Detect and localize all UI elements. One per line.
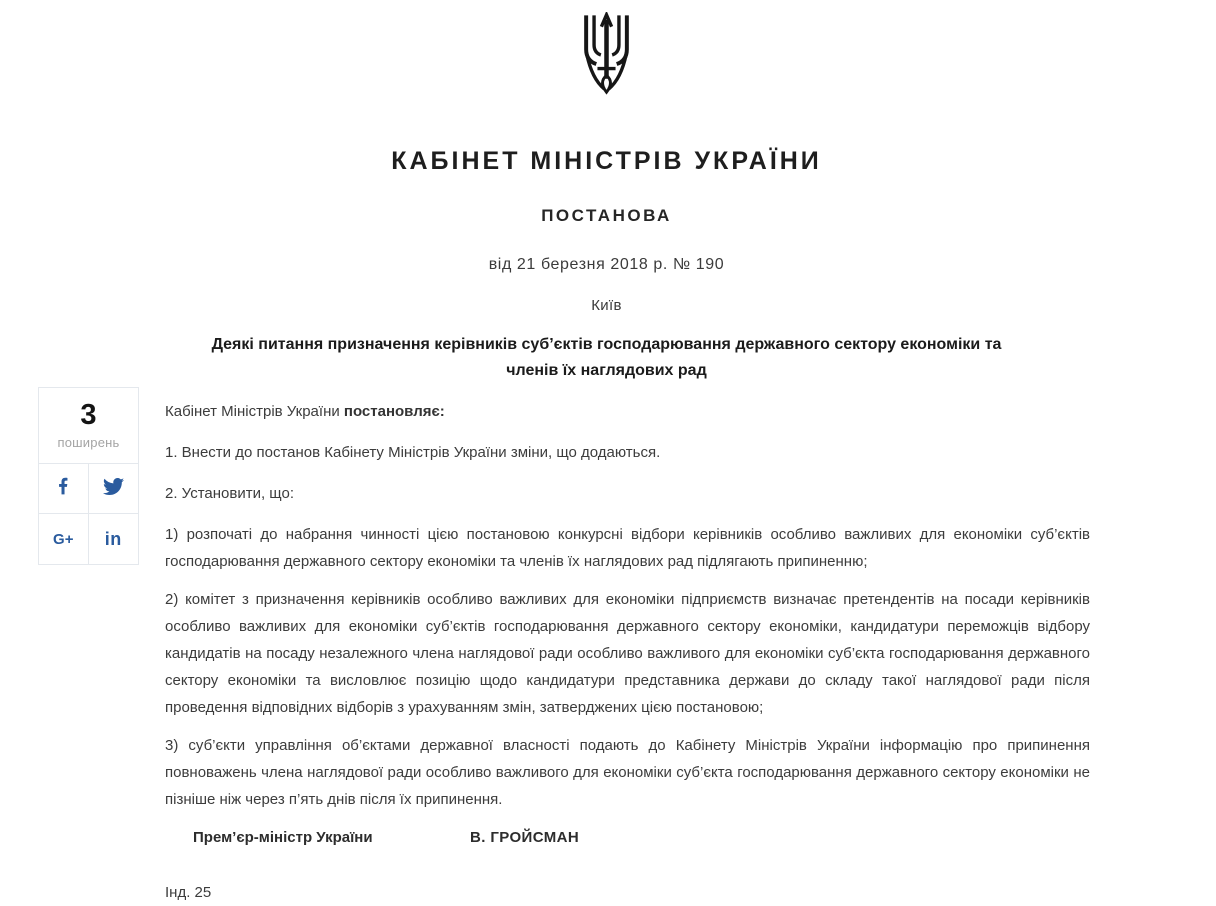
paragraph-2: 2. Установити, що: <box>165 485 294 502</box>
document-body <box>165 398 1090 906</box>
signature-name: В. ГРОЙСМАН <box>470 829 580 846</box>
facebook-share-button[interactable] <box>39 464 89 514</box>
document-title: Деякі питання призначення керівників суб’єктів господарювання державного сектору економіки та членів їх наглядових рад <box>211 336 1002 379</box>
signature-position: Прем’єр-міністр України <box>193 829 373 846</box>
document-city: Київ <box>591 297 622 314</box>
document-date-number: від 21 березня 2018 р. № 190 <box>488 256 725 273</box>
subitem-1: 1) розпочаті до набрання чинності цією постановою конкурсні відбори керівників особливо важливих для економіки суб’єктів господарювання державного сектору економіки та членів їх наглядових рад підлягають припиненню; <box>165 526 1090 570</box>
twitter-icon <box>103 476 124 502</box>
facebook-icon <box>54 477 73 501</box>
document-header <box>123 12 1090 384</box>
subitem-2: 2) комітет з призначення керівників особливо важливих для економіки підприємств визначає претендентів на посади керівників особливо важливих для економіки суб’єктів господарювання державного сектору економіки, кандидатури переможців відбору кандидатів на посаду незалежного члена наглядової ради особливо важливого для економіки суб’єкта господарювання державного сектору економіки та висловлює позицію щодо кандидатури представника держави до складу такої наглядової ради після проведення відповідних відборів з урахуванням змін, затверджених цією постановою; <box>165 591 1090 716</box>
paragraph-1: 1. Внести до постанов Кабінету Міністрів України зміни, що додаються. <box>165 444 661 461</box>
share-count-number: 3 <box>80 399 97 431</box>
twitter-share-button[interactable] <box>89 464 139 514</box>
linkedin-icon: in <box>104 529 122 549</box>
ukraine-trident-icon <box>578 12 635 107</box>
share-buttons-grid <box>39 464 138 564</box>
google-plus-icon: G+ <box>53 530 74 548</box>
subitem-3: 3) суб’єкти управління об’єктами державної власності подають до Кабінету Міністрів України інформацію про припинення повноважень члена наглядової ради особливо важливого для економіки суб’єкта господарювання державного сектору економіки не пізніше ніж через п’ять днів після їх припинення. <box>165 737 1090 808</box>
resolution-intro-text: Кабінет Міністрів України <box>165 403 344 420</box>
share-count <box>39 388 138 464</box>
resolution-document <box>123 12 1090 906</box>
index-note: Інд. 25 <box>165 884 212 901</box>
share-count-label: поширень <box>57 435 120 450</box>
linkedin-share-button[interactable] <box>89 514 139 564</box>
google-plus-share-button[interactable] <box>39 514 89 564</box>
document-page <box>0 12 1216 901</box>
resolution-intro <box>165 398 1090 425</box>
signature-row <box>165 824 1090 851</box>
share-widget <box>38 387 139 565</box>
document-type: ПОСТАНОВА <box>541 206 672 225</box>
resolution-intro-bold: постановляє: <box>343 403 445 420</box>
organization-title: КАБІНЕТ МІНІСТРІВ УКРАЇНИ <box>391 147 822 175</box>
